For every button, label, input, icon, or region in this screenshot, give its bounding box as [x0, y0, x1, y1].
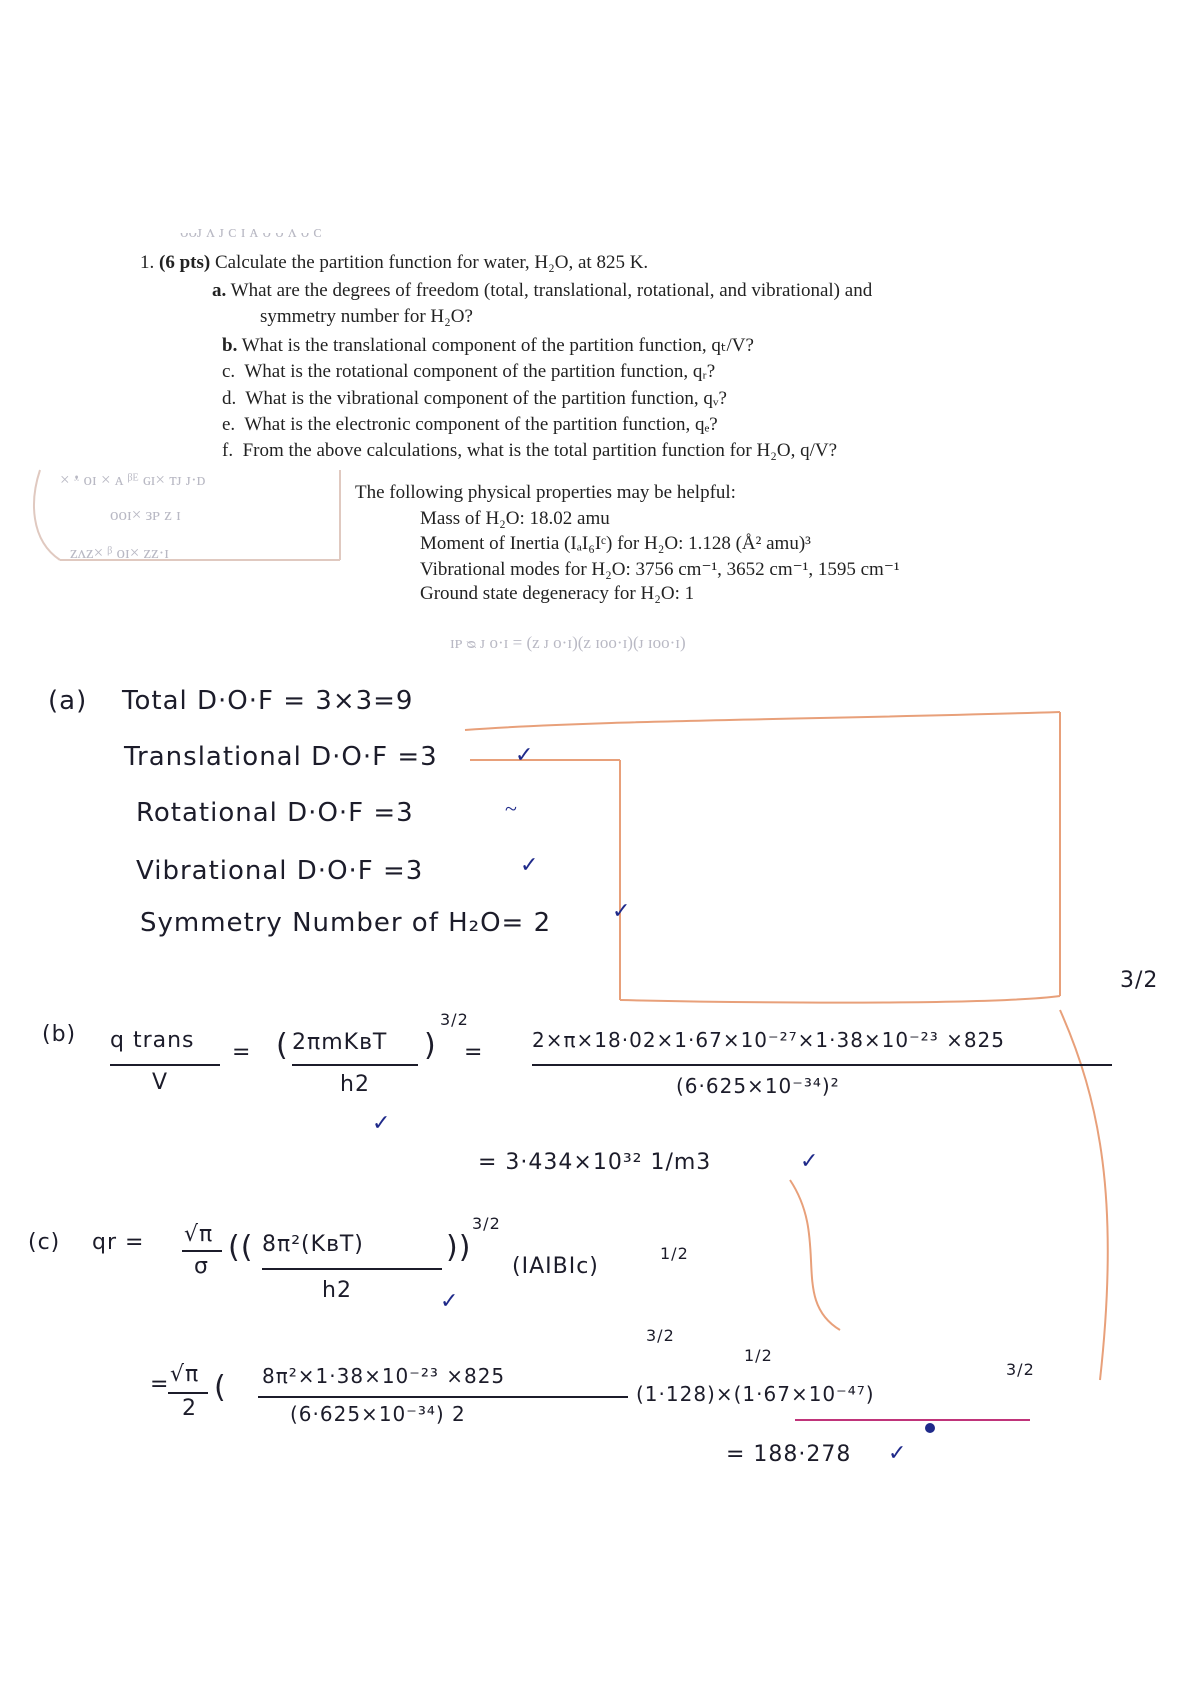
- answer-c-label: (c): [28, 1230, 61, 1255]
- fraction-bar: [110, 1064, 220, 1066]
- qr-formula-num: 8π²(KʙT): [262, 1232, 364, 1257]
- answer-a-label: (a): [48, 686, 88, 716]
- fraction-bar: [262, 1268, 442, 1270]
- qr-prefactor-den: σ: [194, 1254, 209, 1279]
- fraction-bar: [182, 1250, 222, 1252]
- check-icon: ✓: [372, 1110, 391, 1135]
- qr-lhs: qr =: [92, 1230, 145, 1255]
- part-f: f. From the above calculations, what is the total partition function for H₂O, q/V?: [222, 440, 838, 461]
- check-icon: ✓: [612, 898, 631, 923]
- bleed-text: ᴢᴧᴢ× ᵝ ᴏɪ× ᴢᴢ·ɪ: [70, 543, 170, 562]
- qtrans-subst-den: (6·625×10⁻³⁴)²: [676, 1074, 840, 1098]
- check-icon: ~: [505, 796, 517, 821]
- bleed-text: ᴗᴗᴊ ᴧ ᴊ ᴄ ɪ ᴀ ᴗ ᴗ ᴧ ᴗ ᴄ: [180, 222, 322, 241]
- rotational-dof: Rotational D·O·F =3: [136, 798, 414, 828]
- exponent: 3/2: [472, 1214, 501, 1233]
- answer-b-label: (b): [42, 1022, 77, 1047]
- bleed-text: ᴏᴏɪ× ᴈᴘ ᴢ ɪ: [110, 505, 181, 524]
- bleed-text: × ᵜ ᴏɪ × ᴀ ᵝᴱ ɢɪ× ᴛᴊ ᴊ·ᴅ: [60, 470, 206, 489]
- open-paren: (: [276, 1028, 289, 1063]
- helpful-item: Ground state degeneracy for H₂O: 1: [420, 583, 695, 604]
- exponent: 3/2: [440, 1010, 469, 1029]
- qr-prefactor-num: √π: [184, 1222, 214, 1247]
- fraction-bar: [258, 1396, 628, 1398]
- symmetry-number: Symmetry Number of H₂O= 2: [140, 908, 552, 938]
- open-paren: ((: [228, 1230, 254, 1265]
- part-d: d. What is the vibrational component of the partition function, qᵥ?: [222, 388, 727, 409]
- part-a: a. What are the degrees of freedom (total, translational, rotational, and vibrational) and: [212, 280, 873, 301]
- exponent: 1/2: [744, 1346, 773, 1365]
- fraction-bar: [168, 1392, 208, 1394]
- check-icon: ✓: [515, 742, 534, 767]
- check-icon: ✓: [440, 1288, 459, 1313]
- qtrans-formula-den: h2: [340, 1072, 370, 1097]
- qr-subst-den: (6·625×10⁻³⁴) 2: [290, 1402, 466, 1426]
- qtrans-result: = 3·434×10³² 1/m3: [478, 1150, 712, 1175]
- side-note-exponent: 3/2: [1120, 968, 1159, 993]
- qr-inertia: (IAIBIc): [512, 1254, 599, 1279]
- check-icon: ✓: [800, 1148, 819, 1173]
- part-b: b. What is the translational component of the partition function, qₜ/V?: [222, 335, 754, 356]
- bleed-text: ɪᴘ ᴓ ᴊ ᴏ·ɪ = (ᴢ ᴊ ᴏ·ɪ)(ᴢ ɪᴏᴏ·ɪ)(ᴊ ɪᴏᴏ·ɪ): [450, 633, 686, 652]
- part-e: e. What is the electronic component of the partition function, qₑ?: [222, 414, 718, 435]
- translational-dof: Translational D·O·F =3: [124, 742, 438, 772]
- qr-subst-pre-num: √π: [170, 1362, 200, 1387]
- exponent: 3/2: [646, 1326, 675, 1345]
- problem-header: 1. (6 pts) Calculate the partition function for water, H₂O, at 825 K.: [140, 252, 649, 273]
- fraction-bar: [532, 1064, 1112, 1066]
- qtrans-formula-num: 2πmKʙT: [292, 1030, 388, 1055]
- equals-sign: =: [232, 1040, 252, 1065]
- helpful-item: Vibrational modes for H₂O: 3756 cm⁻¹, 3652 cm⁻¹, 1595 cm⁻¹: [420, 559, 900, 580]
- qr-formula-den: h2: [322, 1278, 352, 1303]
- exponent: 3/2: [1006, 1360, 1035, 1379]
- qr-subst-num: 8π²×1·38×10⁻²³ ×825: [262, 1364, 506, 1388]
- helpful-item: Mass of H₂O: 18.02 amu: [420, 508, 610, 529]
- check-icon: ✓: [888, 1440, 907, 1465]
- helpful-heading: The following physical properties may be helpful:: [355, 482, 736, 503]
- total-dof: Total D·O·F = 3×3=9: [122, 686, 414, 716]
- open-paren: (: [214, 1370, 227, 1405]
- check-icon: ✓: [520, 852, 539, 877]
- helpful-item: Moment of Inertia (IₐI₆Iᶜ) for H₂O: 1.128 (Å² amu)³: [420, 533, 811, 554]
- vibrational-dof: Vibrational D·O·F =3: [136, 856, 424, 886]
- qtrans-numerator: q trans: [110, 1028, 195, 1053]
- part-c: c. What is the rotational component of the partition function, qᵣ?: [222, 361, 716, 382]
- qr-subst-pre-den: 2: [182, 1396, 197, 1421]
- qtrans-subst-num: 2×π×18·02×1·67×10⁻²⁷×1·38×10⁻²³ ×825: [532, 1028, 1006, 1052]
- part-a-cont: symmetry number for H₂O?: [260, 306, 473, 327]
- exponent: 1/2: [660, 1244, 689, 1263]
- close-paren: )): [446, 1230, 472, 1265]
- close-paren: ): [424, 1028, 437, 1063]
- qr-result: = 188·278: [726, 1442, 852, 1467]
- fraction-bar: [292, 1064, 418, 1066]
- equals-sign: =: [464, 1040, 484, 1065]
- qtrans-denominator: V: [152, 1070, 169, 1095]
- qr-subst-eq: =: [150, 1372, 170, 1397]
- qr-subst-mid: (1·128)×(1·67×10⁻⁴⁷): [636, 1382, 875, 1406]
